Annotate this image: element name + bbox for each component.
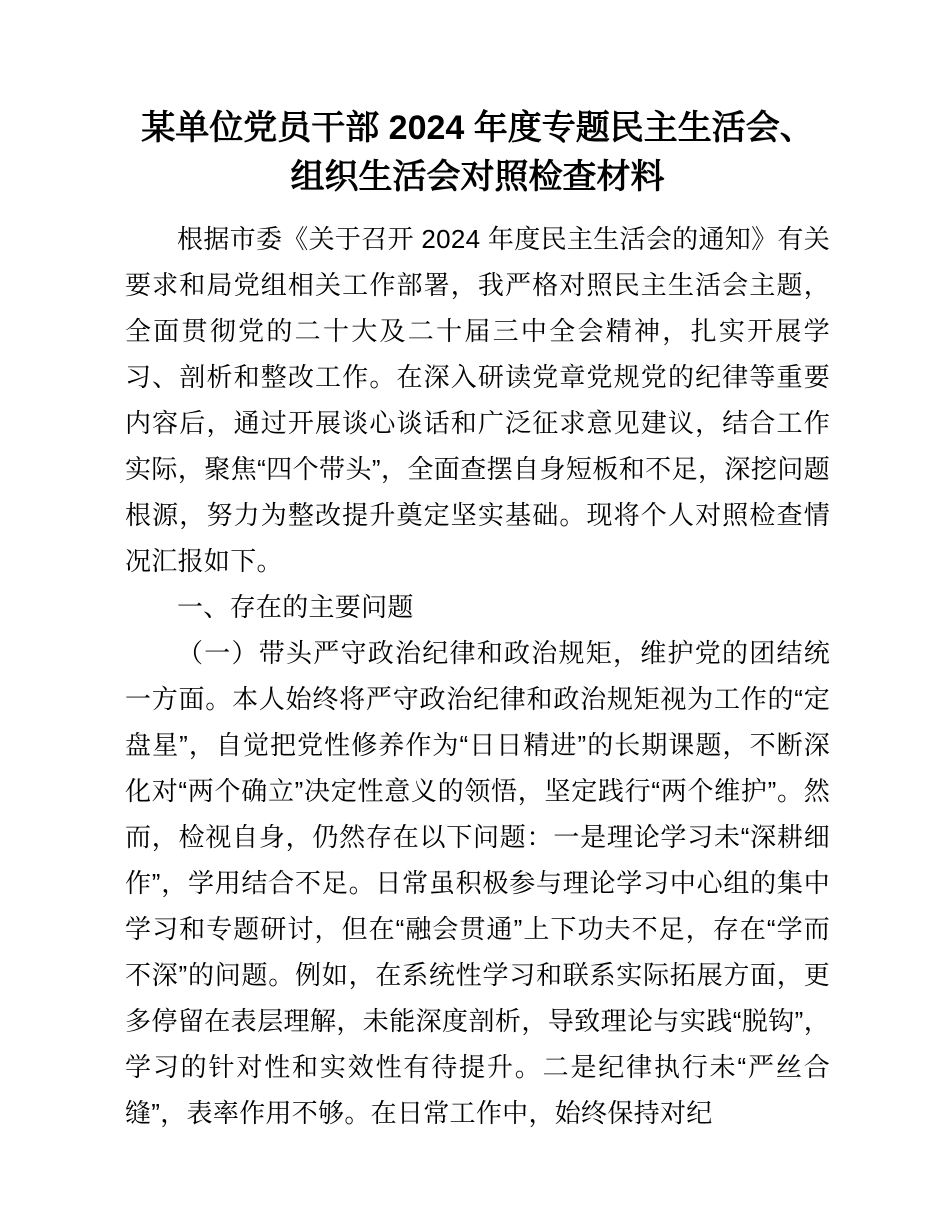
document-body	[125, 216, 830, 1136]
body-paragraph: （一）带头严守政治纪律和政治规矩，维护党的团结统一方面。本人始终将严守政治纪律和政治规矩视为工作的“定盘星”，自觉把党性修养作为“日日精进”的长期课题，不断深化对“两个确立”决定性意义的领悟，坚定践行“两个维护”。然而，检视自身，仍然存在以下问题：一是理论学习未“深耕细作”，学用结合不足。日常虽积极参与理论学习中心组的集中学习和专题研讨，但在“融会贯通”上下功夫不足，存在“学而不深”的问题。例如，在系统性学习和联系实际拓展方面，更多停留在表层理解，未能深度剖析，导致理论与实践“脱钩”，学习的针对性和实效性有待提升。二是纪律执行未“严丝合缝”，表率作用不够。在日常工作中，始终保持对纪	[125, 638, 830, 1128]
document-title: 某单位党员干部 2024 年度专题民主生活会、组织生活会对照检查材料	[141, 109, 814, 196]
section-heading: 一、存在的主要问题	[177, 592, 414, 622]
body-paragraph: 根据市委《关于召开 2024 年度民主生活会的通知》有关要求和局党组相关工作部署，我严格对照民主生活会主题，全面贯彻党的二十大及二十届三中全会精神，扎实开展学习、剖析和整改工作。在深入研读党章党规党的纪律等重要内容后，通过开展谈心谈话和广泛征求意见建议，结合工作实际，聚焦“四个带头”，全面查摆自身短板和不足，深挖问题根源，努力为整改提升奠定坚实基础。现将个人对照检查情况汇报如下。	[125, 224, 830, 576]
